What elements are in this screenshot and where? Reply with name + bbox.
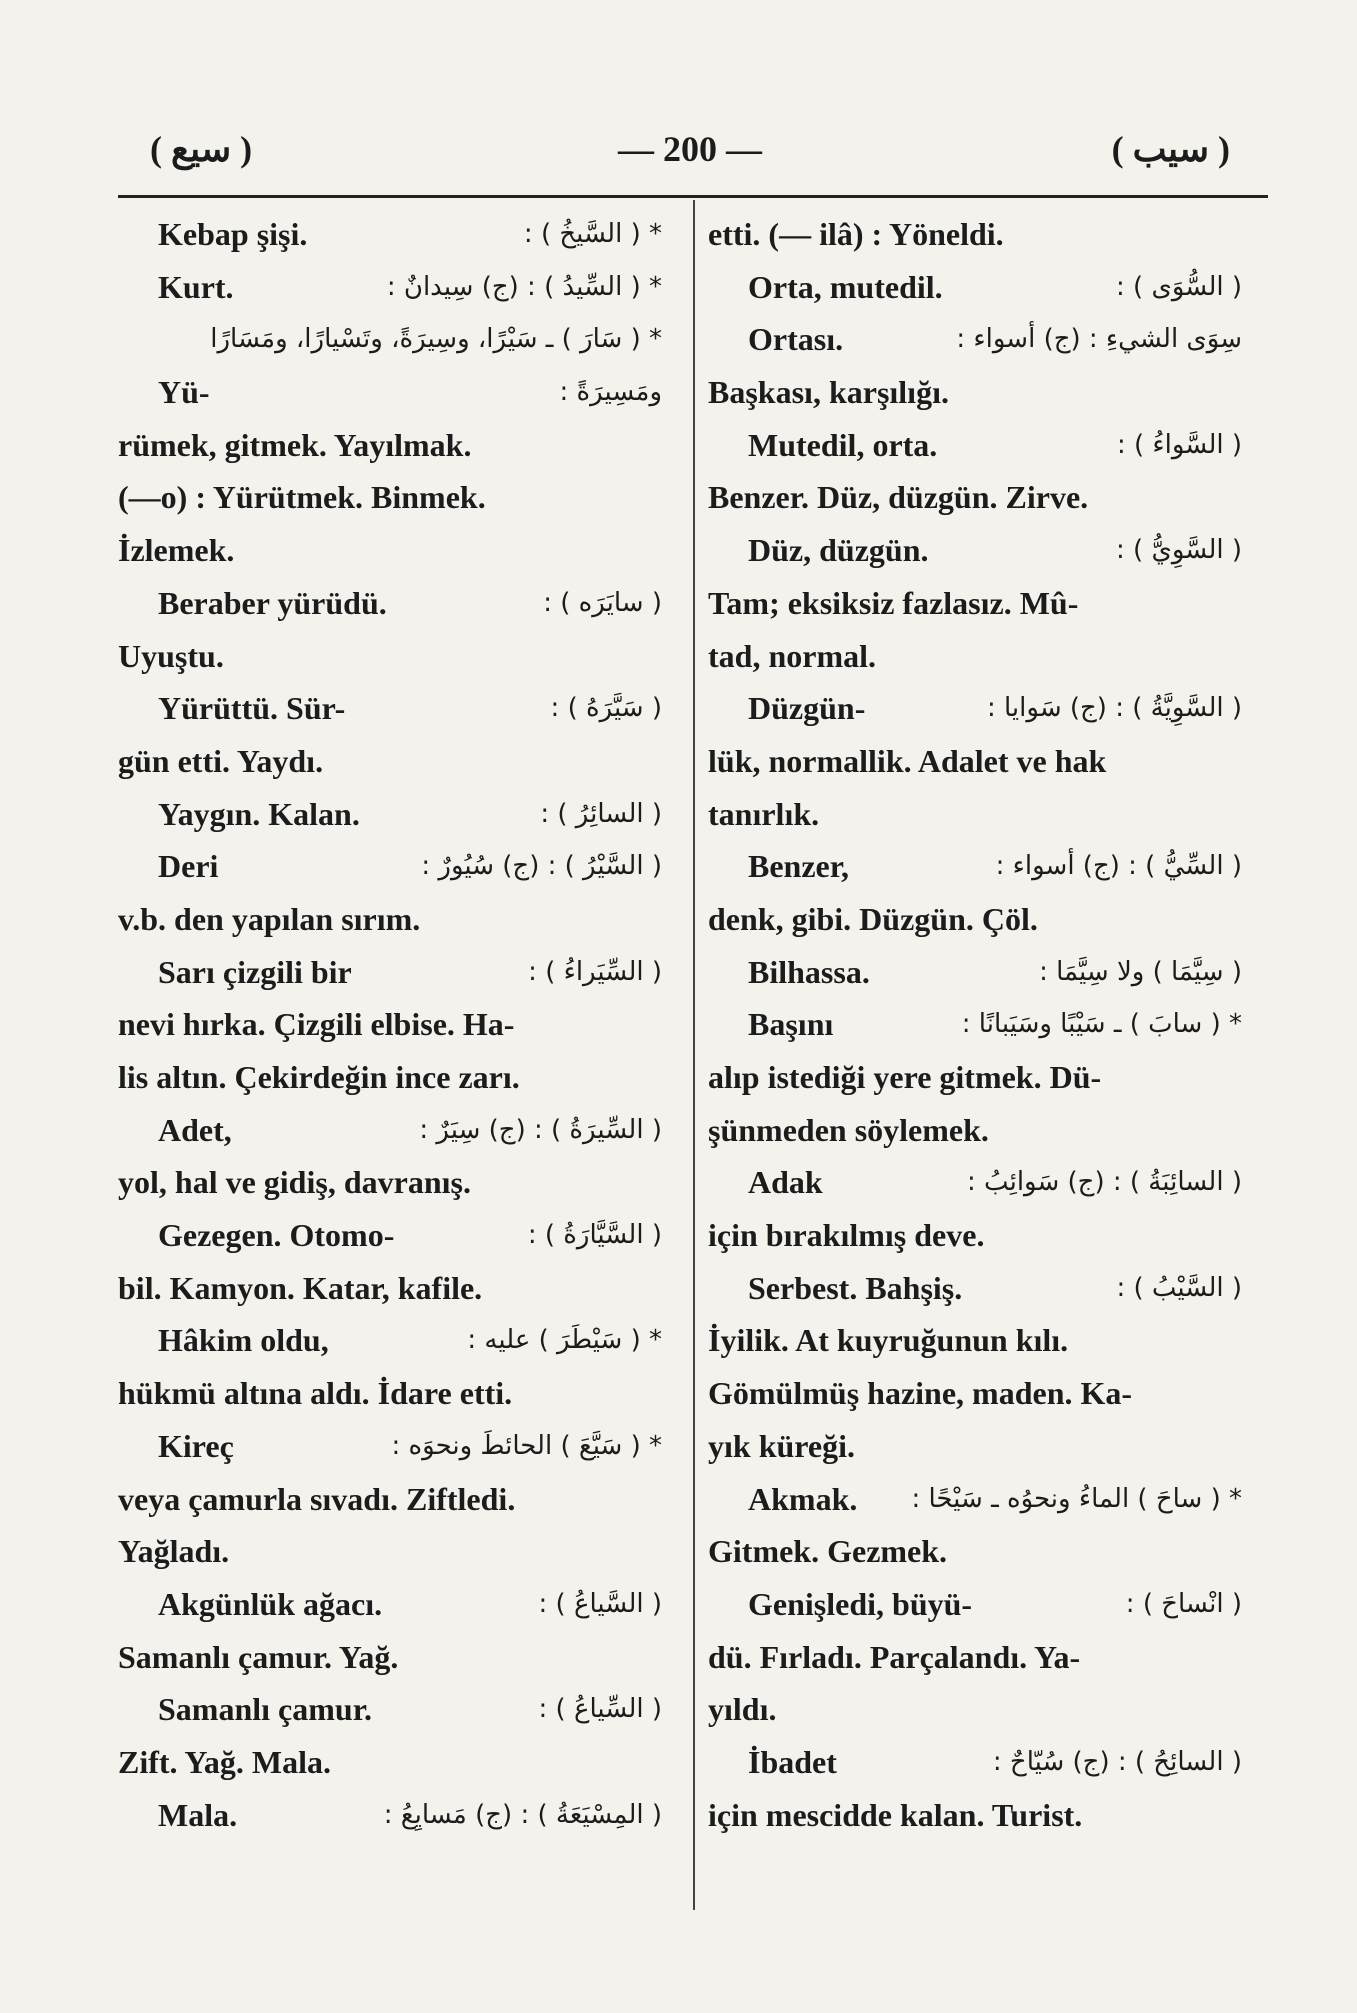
column-divider — [693, 200, 695, 1910]
turkish-definition: İyilik. At kuyruğunun kılı. — [708, 1322, 1069, 1359]
entry-continuation-line — [118, 1631, 668, 1684]
turkish-definition: yık küreği. — [708, 1427, 855, 1464]
arabic-headword: ( سَيَّرَهُ ) : — [550, 693, 662, 724]
arabic-headword: ( السِّيُّ ) : (ج) أسواء : — [995, 851, 1242, 882]
arabic-headword: * ( سابَ ) ـ سَيْبًا وسَيَبانًا : — [961, 1009, 1242, 1040]
arabic-headword: * ( السَّيخُ ) : — [523, 219, 662, 249]
turkish-definition: tad, normal. — [708, 637, 876, 674]
turkish-definition: Benzer, — [748, 848, 850, 885]
turkish-definition: lis altın. Çekirdeğin ince zarı. — [118, 1059, 520, 1095]
entry-headword-line — [118, 1578, 668, 1631]
turkish-definition: yol, hal ve gidiş, davranış. — [118, 1164, 471, 1201]
entry-continuation-line — [708, 1789, 1248, 1842]
entry-continuation-line — [118, 893, 668, 946]
turkish-definition: Yü- — [158, 374, 210, 411]
turkish-definition: Mala. — [158, 1796, 238, 1833]
turkish-definition: denk, gibi. Düzgün. Çöl. — [708, 900, 1038, 937]
turkish-definition: dü. Fırladı. Parçalandı. Ya- — [708, 1638, 1081, 1675]
turkish-definition: Mutedil, orta. — [748, 426, 938, 463]
turkish-definition: Kurt. — [158, 268, 234, 305]
turkish-definition: tanırlık. — [708, 795, 820, 832]
arabic-headword: ( سِيَّمَا ) ولا سِيَّمَا : — [1039, 956, 1242, 987]
entry-headword-line — [118, 366, 668, 419]
entry-headword-line — [708, 524, 1248, 577]
entry-headword-line — [708, 998, 1248, 1051]
entry-headword-line — [118, 682, 668, 735]
turkish-definition: İzlemek. — [118, 532, 235, 569]
turkish-definition: Akmak. — [748, 1480, 858, 1517]
entry-headword-line — [118, 1104, 668, 1157]
entry-continuation-line — [118, 630, 668, 683]
turkish-definition: yıldı. — [708, 1691, 777, 1728]
entry-headword-line — [708, 261, 1248, 314]
entry-headword-line — [708, 1736, 1248, 1789]
entry-continuation-line — [118, 419, 668, 472]
arabic-headword: ( السَّياعُ ) : — [538, 1588, 662, 1619]
turkish-definition: Başkası, karşılığı. — [708, 374, 949, 411]
turkish-definition: alıp istediği yere gitmek. Dü- — [708, 1059, 1102, 1095]
arabic-headword: * ( ساحَ ) الماءُ ونحوُه ـ سَيْحًا : — [911, 1483, 1242, 1514]
arabic-headword: ( السِّياعُ ) : — [538, 1694, 662, 1725]
turkish-definition: Hâkim oldu, — [158, 1322, 329, 1359]
entry-continuation-line — [708, 366, 1248, 419]
entry-continuation-line — [118, 1051, 668, 1104]
turkish-definition: Tam; eksiksiz fazlasız. Mû- — [708, 584, 1079, 621]
entry-headword-line — [708, 419, 1248, 472]
header-right-tag: ( سيب ) — [1111, 129, 1230, 169]
turkish-definition: Yaygın. Kalan. — [158, 795, 360, 832]
turkish-definition: nevi hırka. Çizgili elbise. Ha- — [118, 1006, 515, 1043]
turkish-definition: İbadet — [748, 1743, 837, 1780]
turkish-definition: bil. Kamyon. Katar, kafile. — [118, 1269, 483, 1306]
turkish-definition: hükmü altına aldı. İdare etti. — [118, 1375, 513, 1412]
turkish-definition: Bilhassa. — [748, 953, 870, 990]
turkish-definition: Adak — [748, 1164, 823, 1201]
turkish-definition: Genişledi, büyü- — [748, 1585, 973, 1622]
entry-continuation-line — [708, 735, 1248, 788]
entry-headword-line — [708, 1578, 1248, 1631]
entry-headword-line — [118, 788, 668, 841]
entry-headword-line — [708, 682, 1248, 735]
entry-headword-line — [118, 261, 668, 314]
entry-continuation-line — [708, 893, 1248, 946]
entry-continuation-line — [708, 1314, 1248, 1367]
entry-continuation-line — [708, 1367, 1248, 1420]
header-left-tag: ( سيع ) — [150, 129, 253, 169]
entry-headword-line — [708, 840, 1248, 893]
entry-headword-line — [708, 313, 1248, 366]
entry-continuation-line — [708, 1631, 1248, 1684]
turkish-definition: rümek, gitmek. Yayılmak. — [118, 426, 472, 463]
entry-headword-line — [708, 1473, 1248, 1526]
turkish-definition: Orta, mutedil. — [748, 268, 943, 305]
turkish-definition: Ortası. — [748, 321, 844, 358]
arabic-headword: ومَسِيرَةً : — [559, 377, 662, 408]
turkish-definition: Yürüttü. Sür- — [158, 690, 346, 727]
turkish-definition: Deri — [158, 848, 219, 885]
entry-continuation-line — [118, 524, 668, 577]
turkish-definition: Uyuştu. — [118, 637, 224, 674]
turkish-definition: için bırakılmış deve. — [708, 1217, 985, 1254]
entry-continuation-line — [708, 1420, 1248, 1473]
entry-continuation-line — [118, 1367, 668, 1420]
turkish-definition: Gezegen. Otomo- — [158, 1217, 395, 1254]
turkish-definition: Yağladı. — [118, 1533, 230, 1570]
entry-continuation-line — [708, 788, 1248, 841]
arabic-headword: ( السَّوِيَّةُ ) : (ج) سَوايا : — [986, 693, 1242, 724]
entry-continuation-line — [708, 1051, 1248, 1104]
entry-headword-line — [708, 946, 1248, 999]
entry-continuation-line — [708, 1209, 1248, 1262]
entry-continuation-line — [708, 471, 1248, 524]
entry-continuation-line — [708, 208, 1248, 261]
entry-headword-line — [118, 946, 668, 999]
arabic-headword: ( السائِرُ ) : — [540, 798, 662, 829]
entry-continuation-line — [118, 998, 668, 1051]
arabic-headword: ( سايَرَه ) : — [543, 587, 662, 618]
arabic-headword: ( السائِبَةُ ) : (ج) سَوائِبُ : — [967, 1167, 1242, 1198]
entry-continuation-line — [118, 1262, 668, 1315]
right-column — [708, 208, 1248, 1841]
arabic-headword: ( السَّيْرُ ) : (ج) سُيُورٌ : — [421, 851, 662, 882]
entry-continuation-line — [708, 1683, 1248, 1736]
arabic-headword: ( السَّوِيُّ ) : — [1116, 535, 1242, 566]
entry-headword-line — [708, 1262, 1248, 1315]
turkish-definition: v.b. den yapılan sırım. — [118, 900, 421, 937]
turkish-definition: Zift. Yağ. Mala. — [118, 1743, 332, 1780]
left-column — [118, 208, 668, 1841]
turkish-definition: lük, normallik. Adalet ve hak — [708, 742, 1107, 779]
arabic-headword: * ( سَارَ ) ـ سَيْرًا، وسِيرَةً، وتَسْيارًا، ومَسَارًا — [210, 324, 662, 355]
entry-continuation-line — [708, 1525, 1248, 1578]
entry-headword-line — [118, 577, 668, 630]
entry-continuation-line — [708, 630, 1248, 683]
turkish-definition: Akgünlük ağacı. — [158, 1585, 383, 1622]
arabic-headword: * ( سَيَّعَ ) الحائطَ ونحوَه : — [391, 1430, 662, 1461]
turkish-definition: gün etti. Yaydı. — [118, 742, 324, 779]
turkish-definition: Düz, düzgün. — [748, 532, 929, 569]
entry-continuation-line — [118, 1156, 668, 1209]
turkish-definition: Samanlı çamur. — [158, 1691, 372, 1728]
entry-headword-line — [118, 840, 668, 893]
entry-continuation-line — [118, 313, 668, 366]
entry-continuation-line — [118, 1473, 668, 1526]
turkish-definition: Adet, — [158, 1111, 232, 1148]
arabic-headword: ( السَّيَّارَةُ ) : — [527, 1220, 662, 1251]
turkish-definition: Başını — [748, 1006, 834, 1043]
arabic-headword: * ( سَيْطَرَ ) عليه : — [467, 1325, 662, 1356]
entry-continuation-line — [118, 735, 668, 788]
arabic-headword: ( المِسْيَعَةُ ) : (ج) مَسايِعُ : — [383, 1799, 662, 1830]
turkish-definition: Gömülmüş hazine, maden. Ka- — [708, 1375, 1133, 1412]
turkish-definition: Benzer. Düz, düzgün. Zirve. — [708, 479, 1089, 516]
turkish-definition: veya çamurla sıvadı. Ziftledi. — [118, 1480, 516, 1517]
turkish-definition: Serbest. Bahşiş. — [748, 1269, 963, 1306]
entry-continuation-line — [708, 1104, 1248, 1157]
arabic-headword: ( السَّيْبُ ) : — [1116, 1272, 1242, 1303]
page-header — [120, 118, 1260, 178]
turkish-definition: etti. (— ilâ) : Yöneldi. — [708, 216, 1004, 252]
entry-continuation-line — [708, 577, 1248, 630]
arabic-headword: ( انْساحَ ) : — [1125, 1588, 1242, 1619]
turkish-definition: Kireç — [158, 1427, 234, 1464]
turkish-definition: Beraber yürüdü. — [158, 584, 387, 621]
turkish-definition: için mescidde kalan. Turist. — [708, 1796, 1083, 1833]
entry-headword-line — [708, 1156, 1248, 1209]
entry-headword-line — [118, 1314, 668, 1367]
entry-headword-line — [118, 208, 668, 261]
turkish-definition: şünmeden söylemek. — [708, 1111, 989, 1148]
arabic-headword: ( السَّواءُ ) : — [1116, 429, 1242, 460]
entry-headword-line — [118, 1789, 668, 1842]
arabic-headword: * ( السِّيدُ ) : (ج) سِيدانٌ : — [386, 271, 662, 302]
turkish-definition: Samanlı çamur. Yağ. — [118, 1638, 399, 1675]
entry-continuation-line — [118, 1525, 668, 1578]
turkish-definition: Gitmek. Gezmek. — [708, 1533, 948, 1570]
entry-headword-line — [118, 1683, 668, 1736]
turkish-definition: Sarı çizgili bir — [158, 953, 352, 990]
arabic-headword: ( السِّيرَةُ ) : (ج) سِيَرٌ : — [419, 1114, 662, 1145]
page-number: — 200 — — [618, 129, 762, 169]
turkish-definition: Düzgün- — [748, 690, 866, 727]
header-rule — [118, 195, 1268, 198]
entry-headword-line — [118, 1209, 668, 1262]
arabic-headword: سِوَى الشيءِ : (ج) أسواء : — [956, 324, 1242, 355]
entry-continuation-line — [118, 1736, 668, 1789]
arabic-headword: ( السائِحُ ) : (ج) سُيّاحٌ : — [992, 1746, 1242, 1777]
turkish-definition: Kebap şişi. — [158, 216, 308, 252]
entry-headword-line — [118, 1420, 668, 1473]
turkish-definition: (—o) : Yürütmek. Binmek. — [118, 479, 486, 516]
arabic-headword: ( السِّيَراءُ ) : — [528, 956, 662, 987]
entry-continuation-line — [118, 471, 668, 524]
arabic-headword: ( السُّوَى ) : — [1116, 271, 1242, 302]
